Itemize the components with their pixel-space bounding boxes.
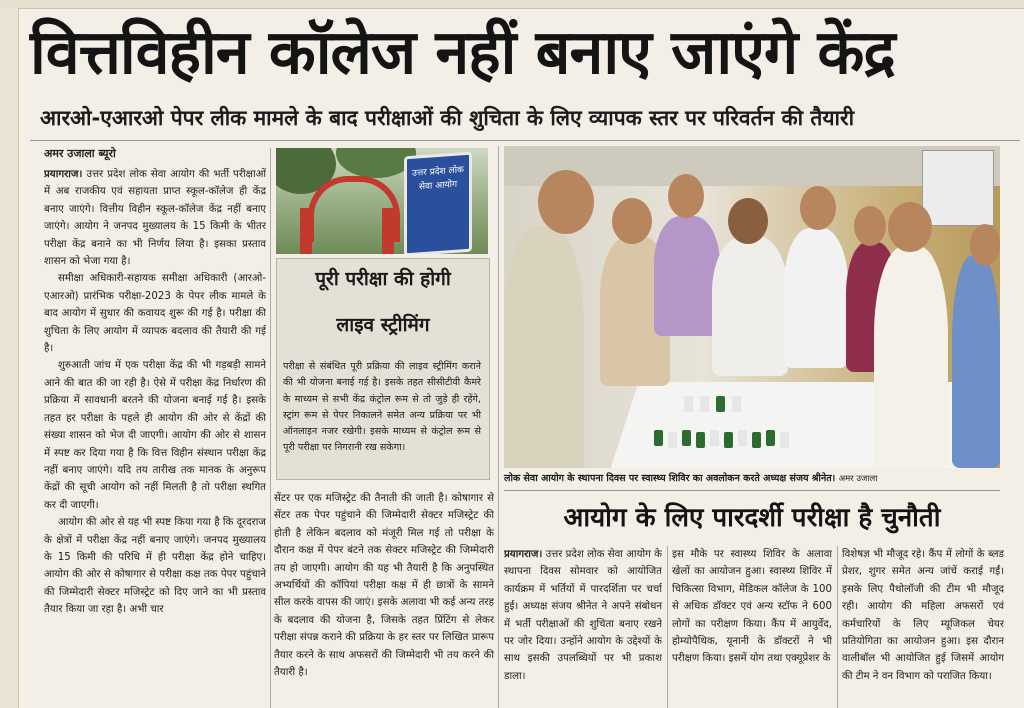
person-head — [728, 198, 768, 244]
section-rule — [504, 490, 1000, 491]
sidebox-body: परीक्षा से संबंधित पूरी प्रक्रिया की लाइव स्ट्रीमिंग कराने की भी योजना बनाई गई है। इसके तहत सीसीटीवी कैमरे के माध्यम से सभी केंद्र कंट्रोल रूम से तो जुड़े ही रहेंगे, स्ट्रांग रूम से पेपर निकालने समेत अन्य प्रक्रिया पर भी ऑनलाइन नजर रखेगी। इसके माध्यम से कंट्रोल रूम से पूरी परीक्षा पर निगरानी रख सकेगा। — [283, 361, 481, 454]
bottle — [682, 430, 691, 446]
second-story-column-1: प्रयागराज। उत्तर प्रदेश लोक सेवा आयोग के स्थापना दिवस सोमवार को आयोजित कार्यक्रम में भर्तियों में पारदर्शिता पर चर्चा हुई। अध्यक्ष संजय श्रीनेत ने अपने संबोधन में भर्ती परीक्षाओं की शुचिता बनाए रखने पर जोर दिया। उन्होंने आयोग के उद्देश्यों के साथ इसकी उपलब्धियों पर भी प्रकाश डाला। — [504, 549, 662, 682]
person-head — [888, 202, 932, 252]
column-divider — [667, 546, 668, 708]
bottle — [752, 432, 761, 448]
bottle — [716, 396, 725, 412]
person-head — [800, 186, 836, 230]
bottle — [668, 432, 677, 448]
person-figure — [874, 246, 948, 468]
person-head — [854, 206, 886, 246]
second-story-headline: आयोग के लिए पारदर्शी परीक्षा है चुनौती — [563, 503, 941, 533]
photo-credit: अमर उजाला — [838, 474, 878, 484]
person-figure — [712, 236, 788, 376]
main-story-column-1 — [44, 166, 266, 706]
main-story-continuation: सेंटर पर एक मजिस्ट्रेट की तैनाती की जाती है। कोषागार से सेंटर तक पेपर पहुंचाने की जिम्मेदारी सेक्टर मजिस्ट्रेट की होती है लेकिन बदलाव को मंजूरी मिल गई तो परीक्षा के दौरान कक्ष में पेपर बंटने तक सेक्टर मजिस्ट्रेट की जिम्मेदारी तय हो जाएगी। आयोग की यह भी तैयारी है कि अनुपस्थित अभ्यर्थियों की कॉपियां परीक्षा कक्ष में ही छात्रों के सामने सील करके वापस की जाएं। इसके अलावा भी कई अन्य तरह के बदलाव की योजना है, जिसके तहत प्रिंटिंग से लेकर परीक्षा संपन्न कराने की प्रक्रिया के हर स्तर पर लिखित प्रारूप तैयार करने के साथ अफसरों की जिम्मेदारी भी तय करने की तैयारी है। — [274, 493, 494, 679]
page-top-strip — [0, 0, 1024, 9]
headline-rule — [30, 140, 1020, 141]
main-story-paragraph: समीक्षा अधिकारी-सहायक समीक्षा अधिकारी (आरओ-एआरओ) प्रारंभिक परीक्षा-2023 के पेपर लीक मामले के बाद आयोग में सुधार की कवायद शुरू की गई है। परीक्षा की शुचिता के लिए आयोग में व्यापक बदलाव की तैयारी की गई है। — [44, 273, 266, 355]
person-figure — [504, 226, 584, 468]
dateline: प्रयागराज। — [504, 549, 543, 560]
second-story-column-3: विशेषज्ञ भी मौजूद रहे। कैंप में लोगों के ब्लड प्रेशर, शुगर समेत अन्य जांचें कराई गईं। इसके लिए पैथोलॉजी की टीम भी मौजूद रही। आयोग की महिला अफसरों एवं कर्मचारियों के लिए म्यूजिकल चेयर प्रतियोगिता का आयोजन हुआ। इस दौरान वालीबॉल भी आयोजित हुई जिसमें आयोग की टीम ने वन विभाग को पराजित किया। — [842, 549, 1004, 682]
adjacent-column-fragment — [0, 8, 19, 708]
bottle — [766, 430, 775, 446]
gate-pillar — [382, 208, 394, 254]
bottle — [684, 396, 693, 412]
dateline: प्रयागराज। — [44, 169, 83, 180]
column-divider — [837, 546, 838, 708]
byline: अमर उजाला ब्यूरो — [44, 147, 116, 160]
photo-caption: लोक सेवा आयोग के स्थापना दिवस पर स्वास्थ्य शिविर का अवलोकन करते अध्यक्ष संजय श्रीनेत। अमर उजाला — [504, 473, 878, 484]
sidebox-title: पूरी परीक्षा की होगी लाइव स्ट्रीमिंग — [315, 268, 451, 336]
person-figure — [654, 216, 720, 336]
bottle — [780, 432, 789, 448]
main-story-paragraph: आयोग की ओर से यह भी स्पष्ट किया गया है कि दूरदराज के क्षेत्रों में परीक्षा केंद्र नहीं बनाए जाएंगे। जनपद मुख्यालय के 15 किमी की परिधि में ही परीक्षा केंद्र होने चाहिए। आयोग की ओर से कोषागार से परीक्षा कक्ष तक पेपर पहुंचाने की जिम्मेदारी सेक्टर मजिस्ट्रेट को दिए जाने का भी प्रस्ताव तैयार किया जा रहा है। अभी चार — [44, 517, 266, 616]
person-figure — [784, 228, 848, 368]
person-head — [538, 170, 594, 234]
person-head — [970, 224, 1000, 266]
health-camp-photo — [504, 146, 1000, 468]
person-head — [668, 174, 704, 218]
main-story-paragraph: शुरुआती जांच में एक परीक्षा केंद्र की भी गड़बड़ी सामने आने की बात की जा रही है। ऐसे में परीक्षा केंद्र निर्धारण की प्रक्रिया में सावधानी बरतने की योजना बनाई गई है। इसके तहत हर परीक्षा के पहले ही आयोग की ओर से केंद्रों की संख्या शासन को भेज दी जाएगी। आयोग की ओर से शासन में स्पष्ट कर दिया गया है कि वित्त विहीन संस्थान परीक्षा केंद्र नहीं बनाए जाएंगे। यदि तय तारीख तक मानक के अनुरूप केंद्रों की सूची आयोग को नहीं मिलती है तो परीक्षा स्थगित कर दी जाएगी। — [44, 360, 266, 511]
person-figure — [952, 256, 1000, 468]
column-divider — [270, 148, 271, 708]
bottle — [732, 396, 741, 412]
commission-gate-photo — [276, 148, 488, 254]
live-streaming-sidebox — [276, 258, 490, 480]
column-divider — [498, 146, 499, 708]
bottle — [738, 430, 747, 446]
subheadline: आरओ-एआरओ पेपर लीक मामले के बाद परीक्षाओं की शुचिता के लिए व्यापक स्तर पर परिवर्तन की तैयारी — [40, 106, 855, 130]
headline: वित्तविहीन कॉलेज नहीं बनाए जाएंगे केंद्र — [30, 17, 895, 88]
main-story-paragraph: प्रयागराज। उत्तर प्रदेश लोक सेवा आयोग की भर्ती परीक्षाओं में अब राजकीय एवं सहायता प्राप्त स्कूल-कॉलेज ही केंद्र बनाए जाएंगे। वित्तीय विहीन स्कूल-कॉलेज केंद्र नहीं बनाए जाएंगे। आयोग ने जनपद मुख्यालय के 15 किमी के भीतर परीक्षा केंद्र बनाने का भी निर्णय लिया है। इसका प्रस्ताव शासन को भेजा गया है। — [44, 169, 266, 268]
bottle — [710, 430, 719, 446]
gate-pillar — [300, 208, 312, 254]
second-story-column-2: इस मौके पर स्वास्थ्य शिविर के अलावा खेलों का आयोजन हुआ। स्वास्थ्य शिविर में चिकित्सा विभाग, मेडिकल कॉलेज के 100 से अधिक डॉक्टर एवं अन्य स्टॉफ ने 600 लोगों का परीक्षण किया। कैंप में आयुर्वेद, होम्योपैथिक, यूनानी के डॉक्टरों ने भी परीक्षण किया। इसमें योग तथा एक्यूप्रेशर के — [672, 549, 832, 665]
person-head — [612, 198, 652, 244]
bottle — [696, 432, 705, 448]
bottle — [654, 430, 663, 446]
photo-banner — [922, 150, 994, 226]
commission-signboard: उत्तर प्रदेश लोक सेवा आयोग — [404, 152, 472, 254]
bottle — [724, 432, 733, 448]
bottle — [700, 396, 709, 412]
